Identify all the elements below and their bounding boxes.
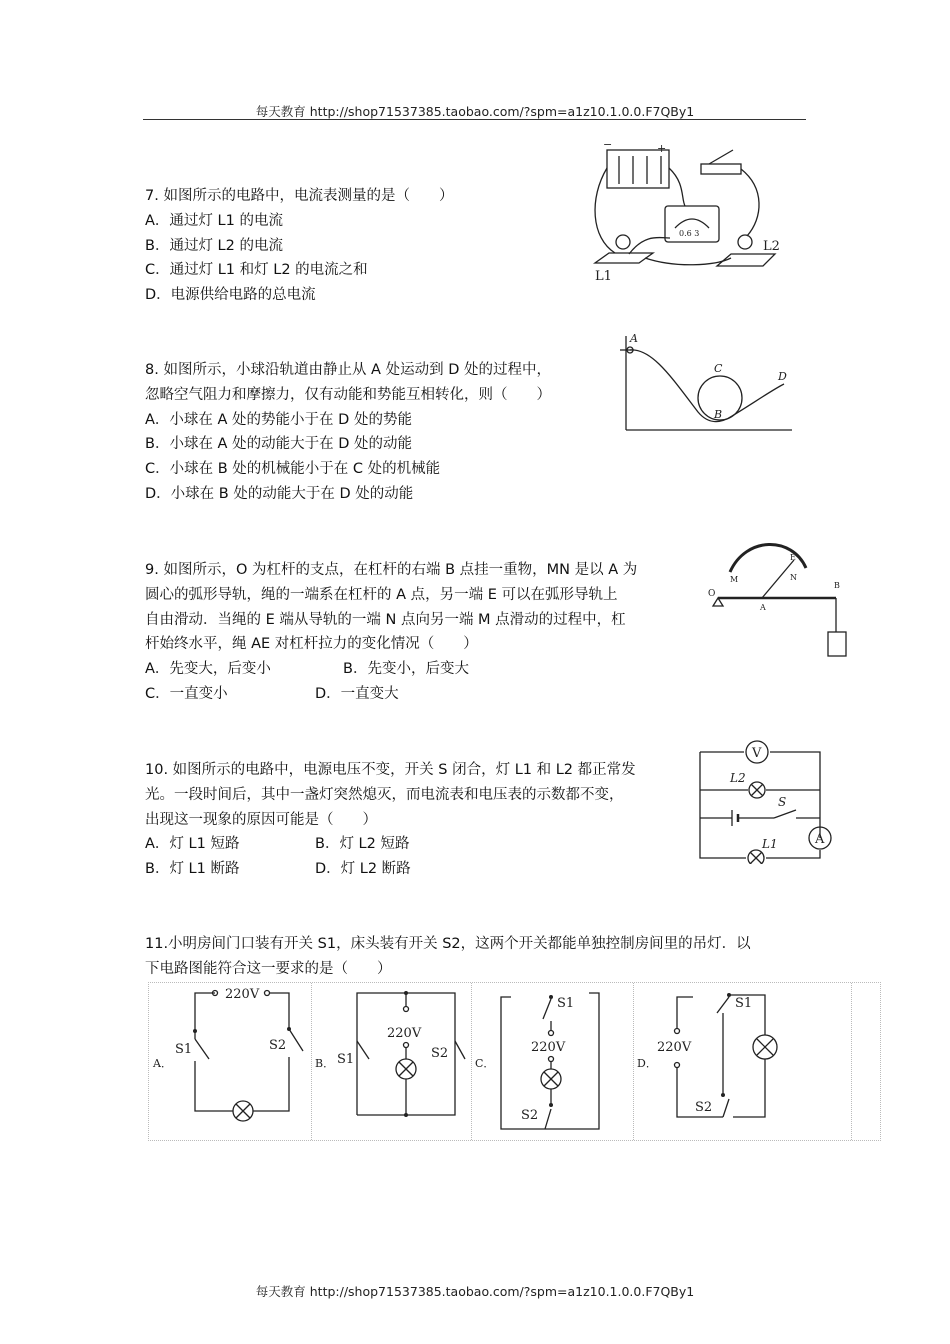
s-label: S xyxy=(778,795,787,809)
option-c: B．灯 L1 断路 xyxy=(145,861,240,878)
battery-plus-label: + xyxy=(657,142,667,155)
weight xyxy=(828,632,846,656)
voltage-label: 220V xyxy=(531,1040,566,1055)
switch-s xyxy=(774,810,796,818)
q11-option-c xyxy=(471,983,634,1140)
lamp-l1-base xyxy=(595,253,653,263)
b-label: B xyxy=(834,581,840,590)
voltmeter-label: V xyxy=(752,746,762,761)
point-a-label: A xyxy=(630,332,638,345)
figure-q10-circuit xyxy=(694,734,836,864)
question-stem-line: 杆始终水平，绳 AE 对杠杆拉力的变化情况（ ） xyxy=(145,636,478,653)
question-stem: 7. 如图所示的电路中，电流表测量的是（ ） xyxy=(145,188,454,204)
option-row xyxy=(145,832,636,857)
e-label: E xyxy=(790,553,796,562)
s1-label: S1 xyxy=(337,1052,355,1067)
option-d: D．电源供给电路的总电流 xyxy=(145,287,316,304)
option-c: C．通过灯 L1 和灯 L2 的电流之和 xyxy=(145,262,368,279)
question-stem-line: 8. 如图所示，小球沿轨道由静止从 A 处运动到 D 处的过程中， xyxy=(145,362,551,378)
option-d: D．灯 L2 断路 xyxy=(315,861,411,878)
switch-s1 xyxy=(195,1039,209,1059)
option-d: D．小球在 B 处的动能大于在 D 处的动能 xyxy=(145,485,414,502)
l2-label: L2 xyxy=(763,239,780,254)
q11-options-grid xyxy=(148,982,881,1141)
option-a: A．通过灯 L1 的电流 xyxy=(145,212,283,229)
option-b: B．灯 L2 短路 xyxy=(315,836,410,853)
s1-label: S1 xyxy=(735,996,753,1011)
choice-letter: A． xyxy=(153,1057,172,1070)
ammeter-scale: 0.6 3 xyxy=(679,229,700,238)
l1-label: L1 xyxy=(595,269,612,284)
switch-s1 xyxy=(357,1041,369,1059)
option-a: A．先变大，后变小 xyxy=(145,661,271,678)
option-row xyxy=(145,657,637,682)
m-label: M xyxy=(730,575,739,584)
battery-minus-label: − xyxy=(603,138,613,151)
switch-base xyxy=(701,164,741,174)
question-stem-line: 10. 如图所示的电路中，电源电压不变，开关 S 闭合，灯 L1 和 L2 都正常发 xyxy=(145,762,636,778)
option-b: B．通过灯 L2 的电流 xyxy=(145,237,283,254)
s2-label: S2 xyxy=(521,1108,539,1123)
option-c: C．一直变小 xyxy=(145,685,228,702)
header-rule xyxy=(143,119,806,120)
switch-s2 xyxy=(455,1041,465,1059)
s2-label: S2 xyxy=(695,1100,713,1115)
n-label: N xyxy=(790,573,797,582)
switch-s2 xyxy=(545,1109,551,1129)
lamp-l2 xyxy=(738,235,752,249)
option-row xyxy=(145,857,636,882)
page-header: 每天教育 http://shop71537385.taobao.com/?spm=a1z10.1.0.0.F7QBy1 xyxy=(255,104,695,119)
question-11 xyxy=(145,932,751,982)
figure-q7-circuit xyxy=(585,138,785,286)
option-b: B．先变小，后变大 xyxy=(343,661,469,678)
voltage-label: 220V xyxy=(225,987,260,1002)
choice-letter: C． xyxy=(475,1057,495,1070)
question-8 xyxy=(145,358,551,507)
question-stem-line: 9. 如图所示，O 为杠杆的支点，在杠杆的右端 B 点挂一重物，MN 是以 A 为 xyxy=(145,562,638,578)
figure-q9-lever xyxy=(706,538,856,662)
l2-label: L2 xyxy=(730,771,746,785)
question-stem-line: 忽略空气阻力和摩擦力，仅有动能和势能互相转化，则（ ） xyxy=(145,386,551,403)
s1-label: S1 xyxy=(557,996,575,1011)
option-a: A．灯 L1 短路 xyxy=(145,836,240,853)
point-b-label: B xyxy=(714,408,723,421)
switch-s1 xyxy=(717,997,729,1013)
a-label: A xyxy=(760,603,766,612)
question-stem-line: 出现这一现象的原因可能是（ ） xyxy=(145,811,377,828)
page-footer: 每天教育 http://shop71537385.taobao.com/?spm=a1z10.1.0.0.F7QBy1 xyxy=(255,1284,695,1299)
s2-label: S2 xyxy=(431,1046,449,1061)
question-9 xyxy=(145,558,637,707)
question-stem-line: 圆心的弧形导轨，绳的一端系在杠杆的 A 点，另一端 E 可以在弧形导轨上 xyxy=(145,586,618,603)
s1-label: S1 xyxy=(175,1042,193,1057)
option-b: B．小球在 A 处的动能大于在 D 处的动能 xyxy=(145,436,412,453)
lamp-l1 xyxy=(616,235,630,249)
question-stem-line: 11.小明房间门口装有开关 S1，床头装有开关 S2，这两个开关都能单独控制房间里的吊灯．以 xyxy=(145,936,751,952)
switch-s2 xyxy=(289,1029,303,1051)
l1-label: L1 xyxy=(762,837,778,851)
s2-label: S2 xyxy=(269,1038,287,1053)
question-stem-line: 光。一段时间后，其中一盏灯突然熄灭，而电流表和电压表的示数都不变， xyxy=(145,786,624,803)
choice-letter: D． xyxy=(637,1057,657,1070)
point-d-label: D xyxy=(778,370,787,383)
q11-option-a xyxy=(149,983,312,1140)
option-a: A．小球在 A 处的势能小于在 D 处的势能 xyxy=(145,411,412,428)
figure-q8-track xyxy=(612,328,802,436)
q11-option-b xyxy=(311,983,472,1140)
ammeter-label: A xyxy=(815,832,825,847)
option-d: D．一直变大 xyxy=(315,685,399,702)
choice-letter: B． xyxy=(315,1057,335,1070)
question-10 xyxy=(145,758,636,882)
option-c: C．小球在 B 处的机械能小于在 C 处的机械能 xyxy=(145,461,441,478)
question-7 xyxy=(145,184,453,308)
option-row xyxy=(145,682,637,707)
switch-blade xyxy=(709,150,733,164)
voltage-label: 220V xyxy=(387,1026,422,1041)
question-stem-line: 下电路图能符合这一要求的是（ ） xyxy=(145,960,392,977)
track-curve xyxy=(630,350,784,422)
o-label: O xyxy=(708,589,716,599)
switch-s1 xyxy=(543,999,551,1019)
voltage-label: 220V xyxy=(657,1040,692,1055)
battery-box xyxy=(607,150,669,188)
point-c-label: C xyxy=(714,362,723,375)
switch-s2 xyxy=(723,1099,729,1117)
q11-option-d xyxy=(633,983,852,1140)
question-stem-line: 自由滑动．当绳的 E 端从导轨的一端 N 点向另一端 M 点滑动的过程中，杠 xyxy=(145,611,626,628)
